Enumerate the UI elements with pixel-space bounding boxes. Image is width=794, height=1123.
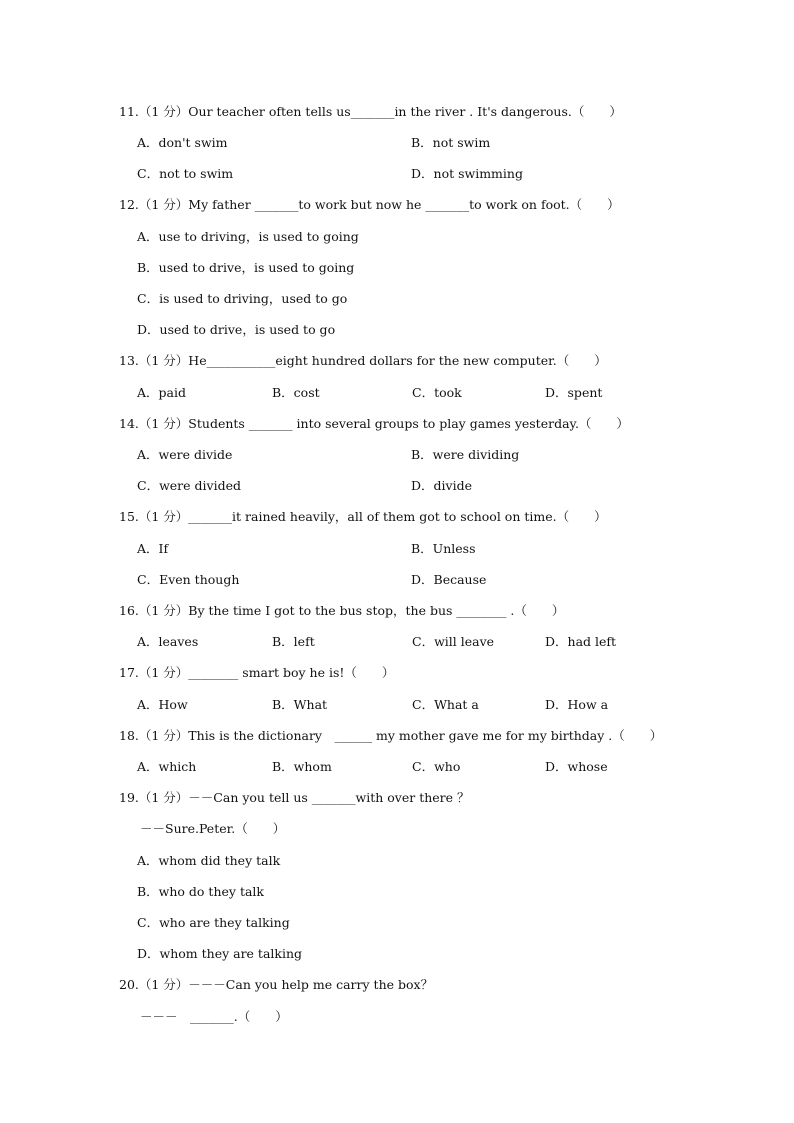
q11-option-a: A．don't swim	[137, 135, 228, 150]
question-12-stem: 12.（1 分）My father _______to work but now he _______to work on foot.（ ）	[119, 197, 620, 212]
q11-option-c: C．not to swim	[137, 166, 234, 181]
question-18-stem: 18.（1 分）This is the dictionary ______ my mother gave me for my birthday .（ ）	[119, 728, 663, 743]
q19-option-d: D．whom they are talking	[137, 946, 303, 961]
q17-option-c: C．What a	[412, 697, 479, 712]
q18-option-b: B．whom	[272, 759, 332, 774]
q14-option-b: B．were dividing	[411, 447, 520, 462]
q11-option-b: B．not swim	[411, 135, 491, 150]
q15-option-d: D．Because	[411, 572, 487, 587]
question-17-stem: 17.（1 分）________ smart boy he is!（ ）	[119, 665, 395, 680]
q14-option-d: D．divide	[411, 478, 472, 493]
q11-option-d: D．not swimming	[411, 166, 523, 181]
q18-option-c: C．who	[412, 759, 461, 774]
question-11-stem: 11.（1 分）Our teacher often tells us_______in the river . It's dangerous.（ ）	[119, 104, 622, 119]
q15-option-c: C．Even though	[137, 572, 240, 587]
q16-option-a: A．leaves	[137, 634, 199, 649]
q19-option-a: A．whom did they talk	[137, 853, 281, 868]
question-16-stem: 16.（1 分）By the time I got to the bus stop，the bus ________ .（ ）	[119, 603, 565, 618]
q16-option-b: B．left	[272, 634, 315, 649]
q13-option-c: C．took	[412, 385, 462, 400]
question-19-stem: 19.（1 分）－－Can you tell us _______with over there ？	[119, 790, 470, 805]
q17-option-a: A．How	[137, 697, 188, 712]
q19-option-c: C．who are they talking	[137, 915, 290, 930]
q15-option-a: A．If	[137, 541, 169, 556]
q12-option-a: A．use to driving，is used to going	[137, 229, 359, 244]
q18-option-a: A．which	[137, 759, 197, 774]
q14-option-a: A．were divide	[137, 447, 233, 462]
q13-option-b: B．cost	[272, 385, 320, 400]
q15-option-b: B．Unless	[411, 541, 476, 556]
question-14-stem: 14.（1 分）Students _______ into several groups to play games yesterday.（ ）	[119, 416, 629, 431]
q16-option-c: C．will leave	[412, 634, 495, 649]
question-13-stem: 13.（1 分）He___________eight hundred dollars for the new computer.（ ）	[119, 353, 607, 368]
q12-option-b: B．used to drive，is used to going	[137, 260, 355, 275]
q20-dialogue-reply: －－－ _______.（ ）	[140, 1009, 288, 1024]
q12-option-c: C．is used to driving，used to go	[137, 291, 348, 306]
q13-option-a: A．paid	[137, 385, 186, 400]
q17-option-d: D．How a	[545, 697, 609, 712]
q18-option-d: D．whose	[545, 759, 608, 774]
question-15-stem: 15.（1 分）_______it rained heavily，all of them got to school on time.（ ）	[119, 509, 607, 524]
q16-option-d: D．had left	[545, 634, 617, 649]
q19-option-b: B．who do they talk	[137, 884, 264, 899]
question-20-stem: 20.（1 分）－－－Can you help me carry the box？	[119, 977, 434, 992]
q14-option-c: C．were divided	[137, 478, 241, 493]
q13-option-d: D．spent	[545, 385, 603, 400]
q17-option-b: B．What	[272, 697, 328, 712]
q19-dialogue-reply: －－Sure.Peter.（ ）	[140, 821, 286, 836]
q12-option-d: D．used to drive，is used to go	[137, 322, 336, 337]
